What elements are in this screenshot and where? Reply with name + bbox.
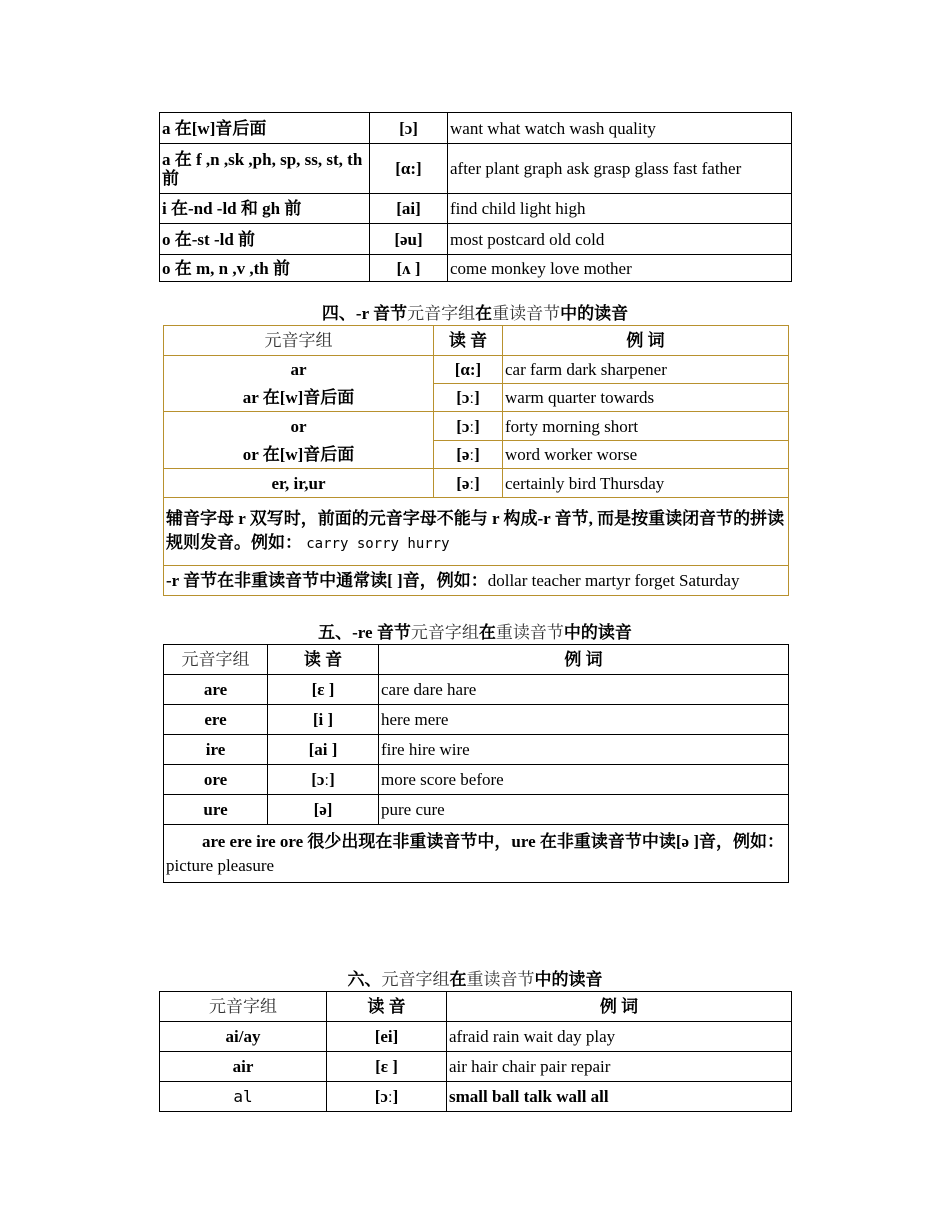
table-row [164, 675, 789, 705]
header-sound: 读 音 [268, 645, 379, 675]
table-row [164, 356, 789, 384]
group-cell: ore [164, 765, 268, 795]
title-part: 元音字组 [410, 623, 479, 642]
sound-cell: [ai] [370, 194, 448, 224]
group-cell: er, ir,ur [164, 469, 434, 498]
sound-cell: [α:] [370, 144, 448, 194]
header-group: 元音字组 [164, 326, 434, 356]
table-row [160, 113, 792, 144]
examples-cell: fire hire wire [379, 735, 789, 765]
table-vowel-groups [159, 991, 792, 1112]
sound-cell: [ai ] [268, 735, 379, 765]
sound-cell: [ε ] [268, 675, 379, 705]
sound-cell: [ɔː] [327, 1082, 447, 1112]
title-part: 在 [475, 304, 493, 323]
group-cell: ai/ay [160, 1022, 327, 1052]
sound-cell: [ɔː] [434, 412, 503, 441]
title-part: 重读音节 [495, 623, 564, 642]
note-row [164, 825, 789, 883]
sound-cell: [α:] [434, 356, 503, 384]
table-row [160, 1082, 792, 1112]
examples-cell: warm quarter towards [503, 384, 789, 412]
note-examples: dollar teacher martyr forget Saturday [487, 571, 740, 590]
examples-cell: after plant graph ask grasp glass fast father [448, 144, 792, 194]
title-part: 五、-re 音节 [318, 623, 411, 642]
group-cell: ar 在[w]音后面 [164, 384, 434, 412]
letter-cell: o 在 m, n ,v ,th 前 [160, 255, 370, 282]
table-row [164, 469, 789, 498]
note-cell [164, 498, 789, 566]
table-row [164, 765, 789, 795]
table-row [160, 1022, 792, 1052]
examples-cell: afraid rain wait day play [447, 1022, 792, 1052]
table-row [164, 412, 789, 441]
note-cell [164, 825, 789, 883]
group-cell: ure [164, 795, 268, 825]
header-sound: 读 音 [327, 992, 447, 1022]
title-part: 中的读音 [563, 623, 632, 642]
sound-cell: [ei] [327, 1022, 447, 1052]
title-part: 中的读音 [534, 970, 603, 989]
sound-cell: [ɔ] [370, 113, 448, 144]
letter-cell: o 在-st -ld 前 [160, 224, 370, 255]
note-examples: carry sorry hurry [306, 536, 450, 552]
title-part: 四、-r 音节 [321, 304, 408, 323]
examples-cell: small ball talk wall all [447, 1082, 792, 1112]
group-cell: or [164, 412, 434, 441]
note-text: -r 音节在非重读音节中通常读[ ]音，例如： [166, 571, 488, 590]
title-part: 六、 [347, 970, 382, 989]
table-row [164, 441, 789, 469]
group-cell: ire [164, 735, 268, 765]
title-part: 中的读音 [560, 304, 629, 323]
table-row [164, 795, 789, 825]
group-cell: ar [164, 356, 434, 384]
examples-cell: forty morning short [503, 412, 789, 441]
table-row [160, 255, 792, 282]
table-r-syllable [163, 325, 789, 596]
sound-cell: [ɔː] [434, 384, 503, 412]
sound-cell: [i ] [268, 705, 379, 735]
table-consonant-context [159, 112, 792, 282]
header-row [164, 645, 789, 675]
examples-cell: care dare hare [379, 675, 789, 705]
header-examples: 例 词 [379, 645, 789, 675]
header-sound: 读 音 [434, 326, 503, 356]
examples-cell: want what watch wash quality [448, 113, 792, 144]
group-cell: ere [164, 705, 268, 735]
sound-cell: [əː] [434, 441, 503, 469]
examples-cell: pure cure [379, 795, 789, 825]
title-part: 重读音节 [466, 970, 535, 989]
sound-cell: [əu] [370, 224, 448, 255]
table-row [160, 1052, 792, 1082]
note-cell [164, 566, 789, 596]
title-part: 在 [449, 970, 467, 989]
table-row [160, 144, 792, 194]
sound-cell: [ɔː] [268, 765, 379, 795]
examples-cell: most postcard old cold [448, 224, 792, 255]
examples-cell: car farm dark sharpener [503, 356, 789, 384]
section6-title [159, 970, 791, 990]
title-part: 重读音节 [492, 304, 561, 323]
group-cell: or 在[w]音后面 [164, 441, 434, 469]
header-row [160, 992, 792, 1022]
table-row [164, 735, 789, 765]
header-group: 元音字组 [164, 645, 268, 675]
examples-cell: come monkey love mother [448, 255, 792, 282]
note-text: 辅音字母 r 双写时，前面的元音字母不能与 r 构成-r 音节, 而是按重读闭音节的拼读规则发音。例如： [166, 509, 785, 552]
header-group: 元音字组 [160, 992, 327, 1022]
section4-title [163, 304, 787, 324]
examples-cell: find child light high [448, 194, 792, 224]
sound-cell: [əː] [434, 469, 503, 498]
table-row [164, 384, 789, 412]
header-examples: 例 词 [503, 326, 789, 356]
group-cell: al [160, 1082, 327, 1112]
table-re-syllable [163, 644, 789, 883]
header-examples: 例 词 [447, 992, 792, 1022]
title-part: 在 [478, 623, 496, 642]
table-row [160, 194, 792, 224]
section5-title [163, 623, 787, 643]
sound-cell: [ə] [268, 795, 379, 825]
note-text: are ere ire ore 很少出现在非重读音节中，ure 在非重读音节中读[ə ]音，例如： [202, 831, 785, 851]
letter-cell: i 在-nd -ld 和 gh 前 [160, 194, 370, 224]
examples-cell: more score before [379, 765, 789, 795]
note-examples: picture pleasure [166, 855, 275, 875]
examples-cell: word worker worse [503, 441, 789, 469]
group-cell: are [164, 675, 268, 705]
examples-cell: here mere [379, 705, 789, 735]
table-row [160, 224, 792, 255]
sound-cell: [ε ] [327, 1052, 447, 1082]
letter-cell: a 在[w]音后面 [160, 113, 370, 144]
table-row [164, 705, 789, 735]
examples-cell: air hair chair pair repair [447, 1052, 792, 1082]
sound-cell: [ʌ ] [370, 255, 448, 282]
note-row [164, 498, 789, 566]
examples-cell: certainly bird Thursday [503, 469, 789, 498]
title-part: 元音字组 [381, 970, 450, 989]
header-row [164, 326, 789, 356]
note-row [164, 566, 789, 596]
group-cell: air [160, 1052, 327, 1082]
title-part: 元音字组 [407, 304, 476, 323]
letter-cell: a 在 f ,n ,sk ,ph, sp, ss, st, th 前 [160, 144, 370, 194]
